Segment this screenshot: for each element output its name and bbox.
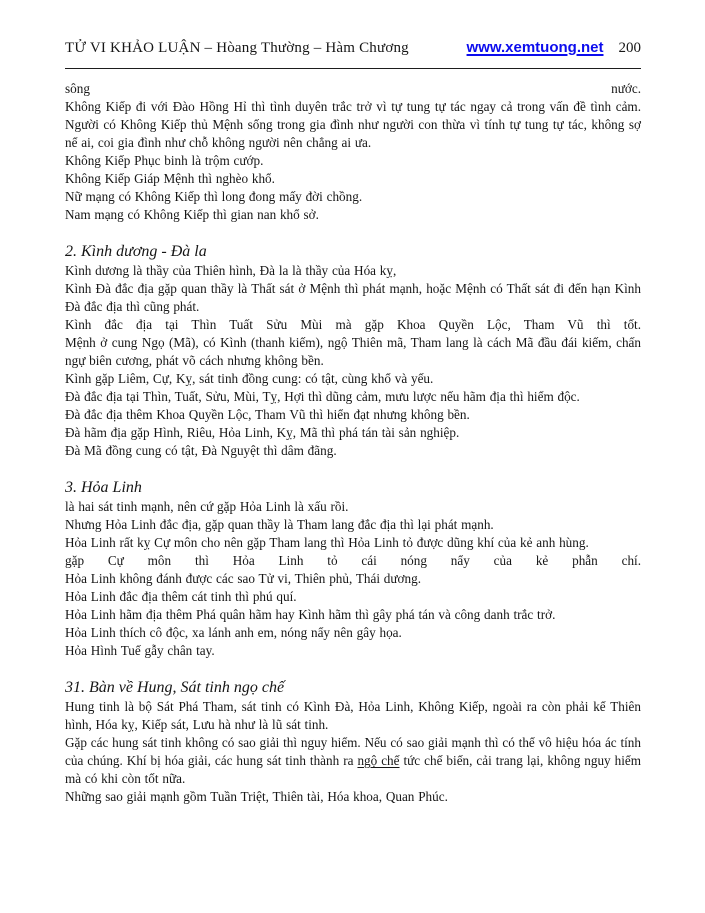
text-run: Hỏa Linh rất kỵ Cự môn cho nên gặp Tham lang thì Hỏa Linh tỏ được dũng khí của kẻ anh hùng. — [65, 535, 589, 550]
paragraph — [65, 406, 641, 424]
paragraph — [65, 788, 641, 806]
header-divider — [65, 68, 641, 69]
paragraph — [65, 552, 641, 570]
paragraph — [65, 534, 641, 552]
paragraph — [65, 442, 641, 460]
paragraph — [65, 206, 641, 224]
paragraph — [65, 498, 641, 516]
paragraph — [65, 388, 641, 406]
paragraph — [65, 170, 641, 188]
header-right-group — [467, 38, 641, 58]
underlined-text: ngộ chế — [357, 753, 400, 768]
text-run: Đà Mã đồng cung có tật, Đà Nguyệt thì dâm đãng. — [65, 443, 337, 458]
text-run: Không Kiếp Phục binh là trộm cướp. — [65, 153, 264, 168]
header-title: TỬ VI KHẢO LUẬN – Hòang Thường – Hàm Chương — [65, 40, 409, 56]
text-run: Hỏa Linh thích cô độc, xa lánh anh em, nóng nẩy nên gây họa. — [65, 625, 402, 640]
section-heading: 2. Kình dương - Đà la — [65, 243, 207, 260]
text-run: Không Kiếp Giáp Mệnh thì nghèo khổ. — [65, 171, 275, 186]
document-body — [65, 80, 641, 806]
paragraph — [65, 698, 641, 734]
text-run: Hỏa Hình Tuế gẫy chân tay. — [65, 643, 215, 658]
paragraph — [65, 734, 641, 788]
text-run: Nữ mạng có Không Kiếp thì long đong mấy đời chồng. — [65, 189, 363, 204]
paragraph — [65, 188, 641, 206]
text-run: Đà đắc địa thêm Khoa Quyền Lộc, Tham Vũ thì hiển đạt nhưng không bền. — [65, 407, 470, 422]
text-run: Kình Đà đắc địa gặp quan thầy là Thất sát ở Mệnh thì phát mạnh, hoặc Mệnh có Thất sát đi đến hạn Kình Đà đắc địa thì cũng phát. — [65, 281, 641, 314]
text-run: Đà đắc địa tại Thìn, Tuất, Sửu, Mùi, Tỵ, Hợi thì dũng cảm, mưu lược nếu hãm địa thì hiểm độc. — [65, 389, 580, 404]
text-run: Hỏa Linh đắc địa thêm cát tinh thì phú quí. — [65, 589, 297, 604]
paragraph — [65, 642, 641, 660]
paragraph — [65, 98, 641, 152]
text-run: tức chế biến, cải trang lại, không nguy hiểm mà có khi còn tốt nữa. — [65, 753, 641, 786]
paragraph — [65, 262, 641, 280]
paragraph — [65, 606, 641, 624]
header-url-link[interactable]: www.xemtuong.net — [466, 39, 604, 56]
paragraph — [65, 80, 641, 98]
paragraph — [65, 516, 641, 534]
text-run: là hai sát tinh mạnh, nên cứ gặp Hỏa Linh là xấu rồi. — [65, 499, 349, 514]
text-run: Đà hãm địa gặp Hình, Riêu, Hỏa Linh, Kỵ, Mã thì phá tán tài sản nghiệp. — [65, 425, 460, 440]
text-run: Không Kiếp đi với Đào Hồng Hỉ thì tình duyên trắc trở vì tự tung tự tác ngay cả trong vấn đề tình cảm. Người có Không Kiếp thủ Mệnh sống trong gia đình như người con thừa vì tính tự tung tự tác, không sợ nể ai, coi gia đình như chỗ không người nên chẳng ai ưa. — [65, 99, 641, 150]
section-heading: 3. Hỏa Linh — [65, 479, 142, 496]
paragraph — [65, 334, 641, 370]
section-heading: 31. Bàn về Hung, Sát tinh ngọ chế — [65, 679, 285, 696]
paragraph — [65, 316, 641, 334]
text-run: gặp Cự môn thì Hỏa Linh tỏ cái nóng nẩy của kẻ phẫn chí. — [65, 553, 641, 568]
text-run: Nam mạng có Không Kiếp thì gian nan khổ sở. — [65, 207, 319, 222]
text-run: sông nước. — [65, 81, 641, 96]
text-run: Hung tinh là bộ Sát Phá Tham, sát tinh có Kình Đà, Hỏa Linh, Không Kiếp, ngoài ra còn phải kể Thiên hình, Hóa kỵ, Kiếp sát, Lưu hà như là lũ sát tinh. — [65, 699, 641, 732]
paragraph — [65, 570, 641, 588]
text-run: Kình đắc địa tại Thìn Tuất Sửu Mùi mà gặp Khoa Quyền Lộc, Tham Vũ thì tốt. — [65, 317, 641, 332]
text-run: Những sao giải mạnh gồm Tuần Triệt, Thiên tài, Hóa khoa, Quan Phúc. — [65, 789, 448, 804]
text-run: Hỏa Linh không đánh được các sao Tử vi, Thiên phủ, Thái dương. — [65, 571, 421, 586]
paragraph — [65, 280, 641, 316]
text-run: Nhưng Hỏa Linh đắc địa, gặp quan thầy là Tham lang đắc địa thì lại phát mạnh. — [65, 517, 494, 532]
header-page-number: 200 — [618, 40, 641, 56]
page-header — [65, 38, 641, 58]
text-run: Kình gặp Liêm, Cự, Kỵ, sát tinh đồng cung: có tật, cùng khổ và yếu. — [65, 371, 434, 386]
text-run: Hỏa Linh hãm địa thêm Phá quân hãm hay Kình hãm thì gây phá tán và công danh trắc trở. — [65, 607, 556, 622]
paragraph — [65, 624, 641, 642]
paragraph — [65, 370, 641, 388]
text-run: Mệnh ở cung Ngọ (Mã), có Kình (thanh kiếm), ngộ Thiên mã, Tham lang là cách Mã đầu đái kiếm, chấn ngự biên cương, phát võ cách nhưng không bền. — [65, 335, 641, 368]
paragraph — [65, 588, 641, 606]
paragraph — [65, 424, 641, 442]
text-run: Kình dương là thầy của Thiên hình, Đà la là thầy của Hóa kỵ, — [65, 263, 397, 278]
paragraph — [65, 152, 641, 170]
text-run: Gặp các hung sát tinh không có sao giải thì nguy hiểm. Nếu có sao giải mạnh thì có thể vô hiệu hóa ác tính của chúng. Khí bị hóa giải, các hung sát tinh thành ra — [65, 735, 641, 768]
